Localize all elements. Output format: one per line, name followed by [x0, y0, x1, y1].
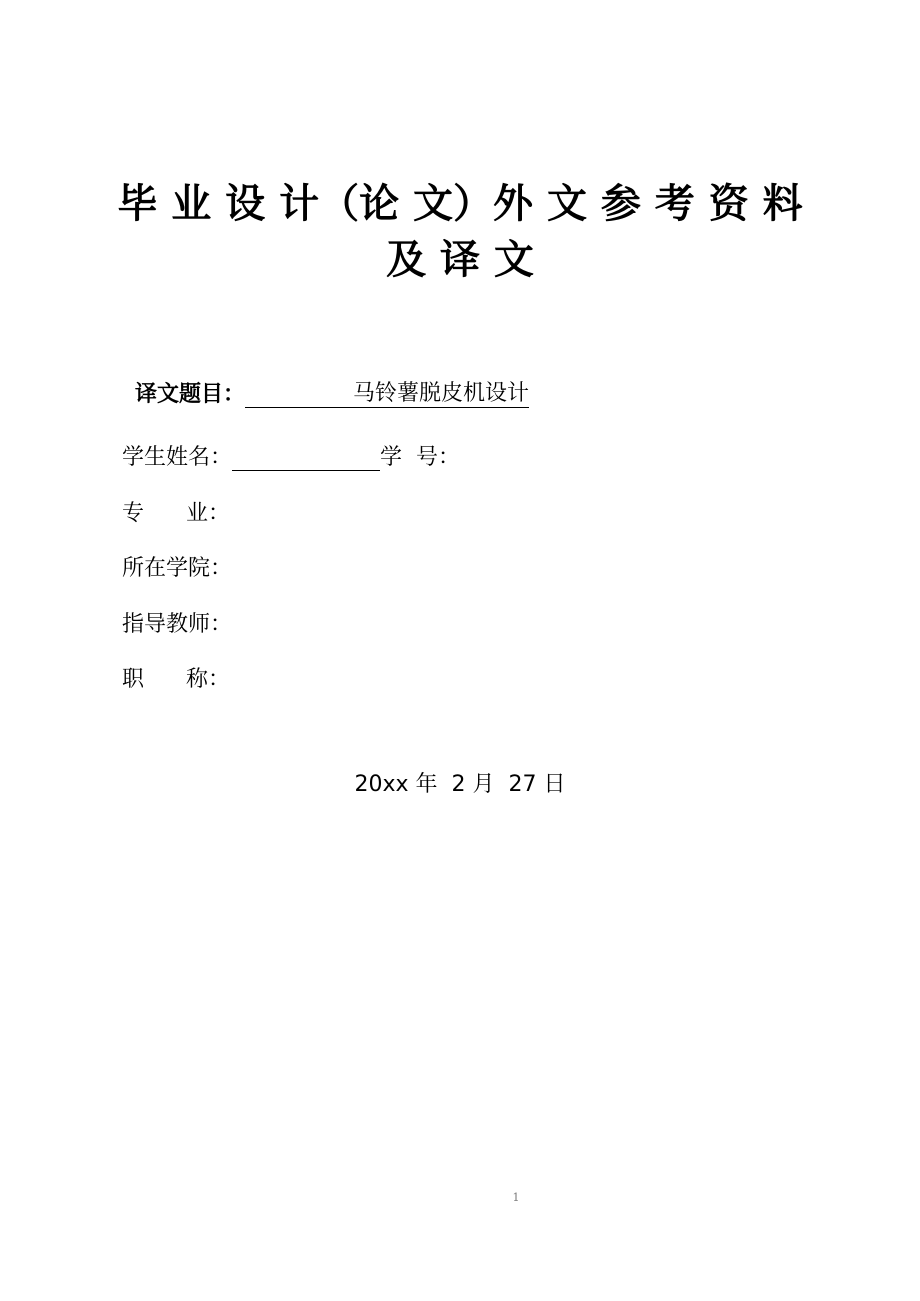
student-name-label: 学生姓名： — [122, 445, 233, 470]
student-name-blank — [232, 446, 380, 471]
document-title-line-1: 毕 业 设 计（论 文）外 文 参 考 资 料 — [117, 181, 803, 227]
major-field: 专 业： — [122, 501, 230, 526]
student-id-label: 学 号： — [380, 445, 461, 470]
document-date: 20xx 年 2 月 27 日 — [354, 772, 566, 797]
advisor-field: 指导教师： — [122, 612, 233, 637]
position-field: 职 称： — [122, 667, 230, 692]
translation-title-field — [135, 376, 529, 408]
translation-title-label: 译文题目： — [135, 382, 246, 407]
college-field: 所在学院： — [122, 556, 233, 581]
document-title-line-2: 及 译 文 — [386, 237, 534, 283]
page-number: 1 — [512, 1191, 520, 1204]
student-name-field — [122, 440, 460, 471]
translation-title-value: 马铃薯脱皮机设计 — [353, 381, 530, 406]
translation-title-underline — [245, 376, 529, 408]
